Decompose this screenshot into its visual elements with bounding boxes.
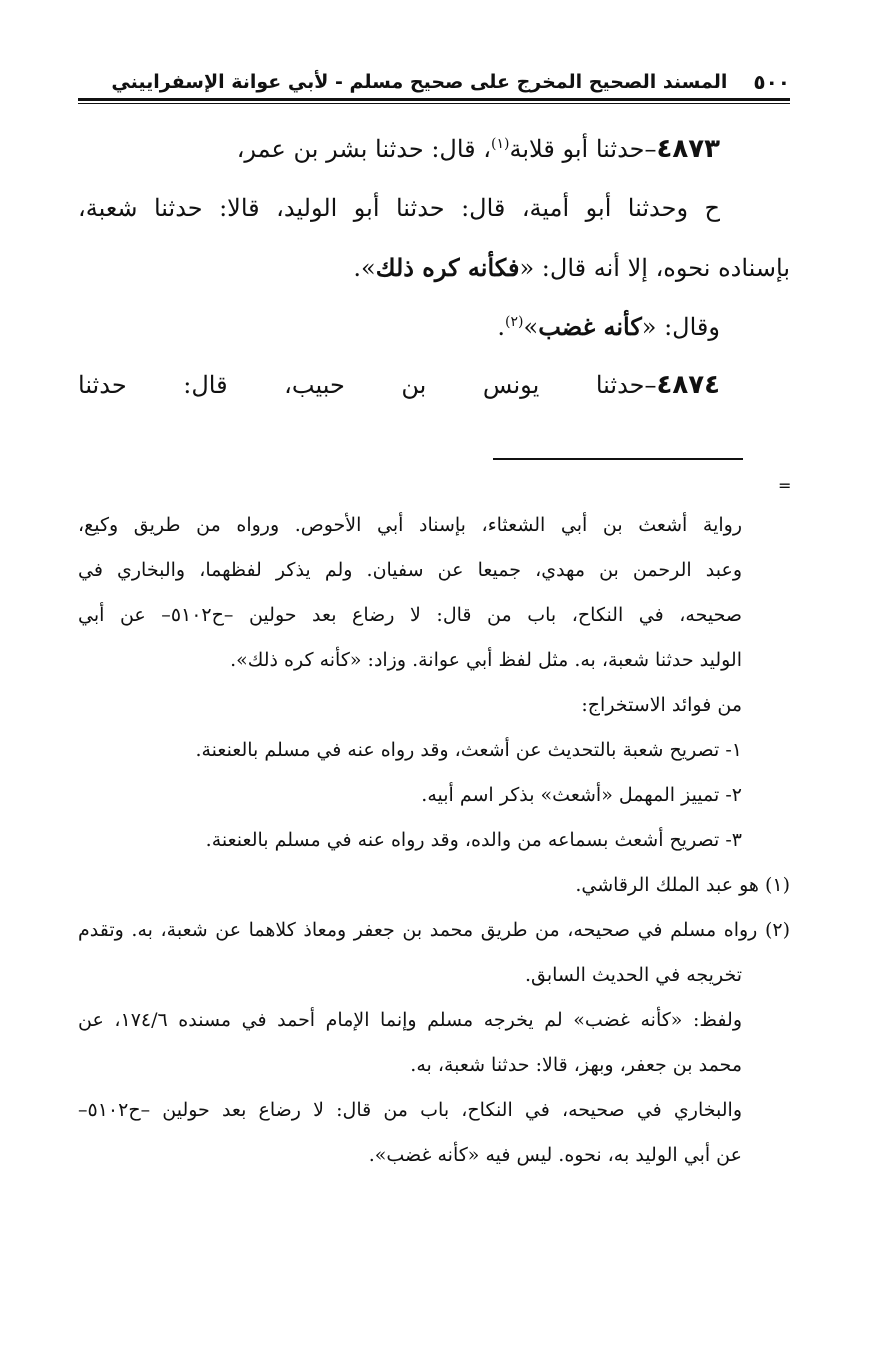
footnote-line: الوليد حدثنا شعبة، به. مثل لفظ أبي عوانة. وزاد: «كأنه كره ذلك». [230, 649, 742, 671]
footnote-line: تخريجه في الحديث السابق. [524, 964, 742, 986]
footnote-line: وعبد الرحمن بن مهدي، جميعا عن سفيان. ولم يذكر لفظهما، والبخاري في [78, 559, 742, 581]
hadith-text: –حدثنا يونس بن حبيب، قال: حدثنا [78, 371, 657, 399]
hadith-4874-line [78, 356, 790, 415]
header-rule-thick [78, 98, 790, 101]
hadith-text: ، قال: حدثنا بشر بن عمر، [236, 135, 492, 163]
footnote-line: صحيحه، في النكاح، باب من قال: لا رضاع بعد حولين –ح٥١٠٢– عن أبي [78, 604, 742, 626]
hadith-4873-line [78, 120, 790, 179]
footnote-line: محمد بن جعفر، وبهز، قالا: حدثنا شعبة، به. [410, 1054, 742, 1076]
running-header [78, 66, 790, 98]
footnote-line: ١- تصريح شعبة بالتحديث عن أشعث، وقد رواه عنه في مسلم بالعنعنة. [195, 739, 742, 761]
footnote-line: عن أبي الوليد به، نحوه. ليس فيه «كأنه غضب». [368, 1144, 742, 1166]
main-text [78, 120, 790, 415]
footnote-line: ٢- تمييز المهمل «أشعث» بذكر اسم أبيه. [421, 784, 742, 806]
footnotes [78, 503, 790, 1178]
footnote-line: رواية أشعث بن أبي الشعثاء، بإسناد أبي الأحوص. ورواه من طريق وكيع، [78, 514, 742, 536]
text-line [78, 297, 790, 356]
bold-quote: فكأنه كره ذلك [375, 253, 520, 282]
footnote-line: والبخاري في صحيحه، في النكاح، باب من قال: لا رضاع بعد حولين –ح٥١٠٢– [78, 1099, 742, 1121]
text-line: ح وحدثنا أبو أمية، قال: حدثنا أبو الوليد، قالا: حدثنا شعبة، [78, 194, 720, 222]
bold-quote: كأنه غضب [538, 312, 642, 341]
text-span: بإسناده نحوه، إلا أنه قال: « [519, 254, 790, 282]
header-rule-thin [78, 103, 790, 104]
footnote-line: ولفظ: «كأنه غضب» لم يخرجه مسلم وإنما الإمام أحمد في مسنده ١٧٤/٦، عن [78, 1009, 742, 1031]
continuation-mark: = [778, 476, 792, 495]
footnote-separator [493, 458, 743, 460]
hadith-number: ٤٨٧٤ [656, 370, 720, 400]
footnote-2: (٢) رواه مسلم في صحيحه، من طريق محمد بن جعفر ومعاذ كلاهما عن شعبة، به. وتقدم [78, 919, 790, 941]
footnote-ref: (١) [491, 136, 510, 152]
book-title: المسند الصحيح المخرج على صحيح مسلم - لأبي عوانة الإسفراييني [111, 71, 728, 93]
text-span: وقال: « [641, 313, 720, 341]
text-span: ». [353, 254, 376, 282]
footnote-ref: (٢) [505, 314, 524, 330]
footnote-1: (١) هو عبد الملك الرقاشي. [575, 874, 790, 896]
hadith-text: –حدثنا أبو قلابة [509, 135, 657, 163]
text-line [78, 238, 790, 297]
hadith-number: ٤٨٧٣ [656, 134, 720, 164]
footnote-line: من فوائد الاستخراج: [581, 694, 742, 716]
page-number: ٥٠٠ [753, 70, 790, 94]
footnote-line: ٣- تصريح أشعث بسماعه من والده، وقد رواه عنه في مسلم بالعنعنة. [205, 829, 742, 851]
text-span: . [497, 313, 506, 341]
text-span: » [523, 313, 539, 341]
